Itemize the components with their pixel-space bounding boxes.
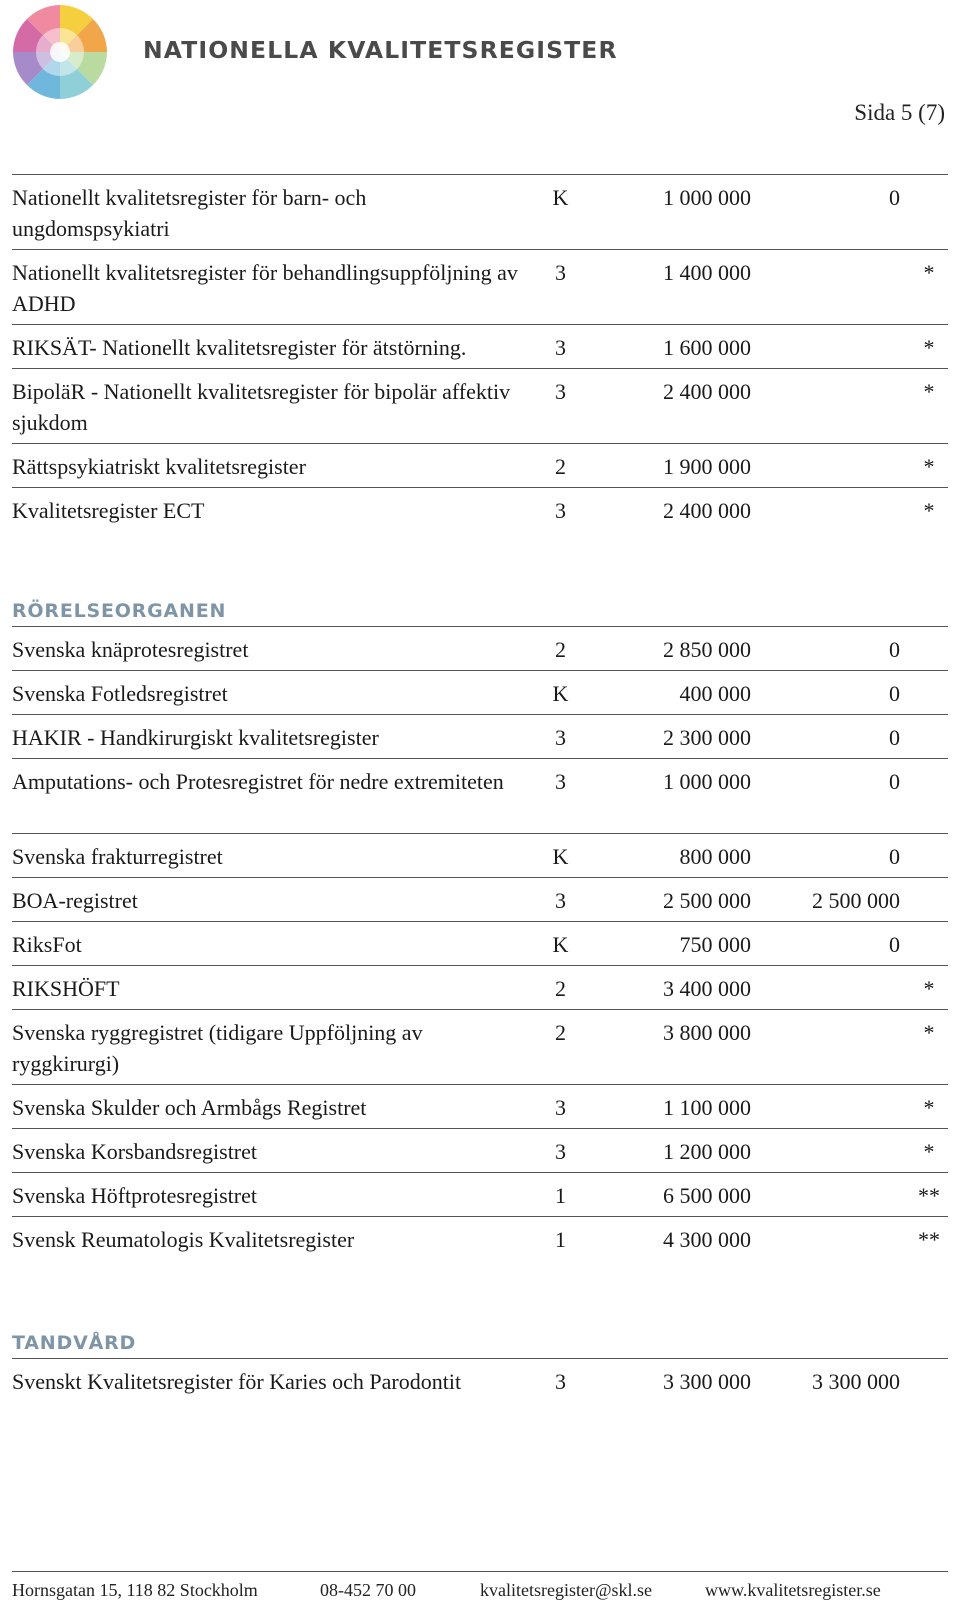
table-row [12, 877, 948, 921]
registry-name: Nationellt kvalitetsregister för barn- och ungdomspsykiatri [12, 185, 367, 241]
table-row [12, 1128, 948, 1172]
certification-level: 3 [555, 769, 566, 794]
certification-level: 3 [555, 1095, 566, 1120]
footnote-mark: * [923, 379, 935, 404]
registry-name: RIKSHÖFT [12, 976, 120, 1001]
table-row [12, 714, 948, 758]
table-row [12, 174, 948, 249]
brand-name: NATIONELLA KVALITETSREGISTER [143, 36, 618, 64]
table-row [12, 1216, 948, 1260]
footer-phone: 08-452 70 00 [320, 1580, 416, 1600]
registry-table-psykiatri [12, 174, 948, 531]
section-title-tandvard: TANDVÅRD [12, 1332, 137, 1354]
requested-amount: 750 000 [679, 932, 751, 957]
requested-amount: 1 100 000 [663, 1095, 751, 1120]
certification-level: K [552, 932, 569, 957]
footer-website[interactable]: www.kvalitetsregister.se [705, 1580, 881, 1600]
footnote-mark: * [923, 976, 935, 1001]
logo [10, 2, 618, 102]
table-row [12, 487, 948, 531]
table-row [12, 1172, 948, 1216]
granted-amount: 0 [889, 637, 900, 662]
footnote-mark: * [923, 1020, 935, 1045]
requested-amount: 3 400 000 [663, 976, 751, 1001]
certification-level: 2 [555, 637, 566, 662]
table-row [12, 670, 948, 714]
certification-level: 2 [555, 976, 566, 1001]
certification-level: 3 [555, 1139, 566, 1164]
registry-table-rorelseorganen [12, 626, 948, 1260]
table-row [12, 965, 948, 1009]
registry-name: Nationellt kvalitetsregister för behandlingsuppföljning av ADHD [12, 260, 518, 316]
registry-name: Svenska knäprotesregistret [12, 637, 249, 662]
granted-amount: 0 [889, 932, 900, 957]
requested-amount: 3 800 000 [663, 1020, 751, 1045]
requested-amount: 3 300 000 [663, 1369, 751, 1394]
requested-amount: 2 300 000 [663, 725, 751, 750]
registry-name: Svenska ryggregistret (tidigare Uppföljning av ryggkirurgi) [12, 1020, 423, 1076]
requested-amount: 800 000 [679, 844, 751, 869]
requested-amount: 2 400 000 [663, 498, 751, 523]
registry-name: Svenska Höftprotesregistret [12, 1183, 257, 1208]
footer-address: Hornsgatan 15, 118 82 Stockholm [12, 1580, 258, 1600]
registry-name: Svenska Korsbandsregistret [12, 1139, 258, 1164]
certification-level: K [552, 185, 569, 210]
certification-level: 3 [555, 888, 566, 913]
registry-name: BipoläR - Nationellt kvalitetsregister för bipolär affektiv sjukdom [12, 379, 511, 435]
footnote-mark: * [923, 1139, 935, 1164]
registry-name: BOA-registret [12, 888, 138, 913]
table-row [12, 249, 948, 324]
granted-amount: 0 [889, 185, 900, 210]
requested-amount: 2 400 000 [663, 379, 751, 404]
footnote-mark: * [923, 454, 935, 479]
logo-color-wheel-icon [10, 2, 110, 102]
registry-name: RiksFot [12, 932, 82, 957]
table-row [12, 324, 948, 368]
granted-amount: 0 [889, 725, 900, 750]
granted-amount: 0 [889, 681, 900, 706]
granted-amount: 0 [889, 844, 900, 869]
table-row [12, 1009, 948, 1084]
registry-name: Svenskt Kvalitetsregister för Karies och Parodontit [12, 1369, 462, 1394]
requested-amount: 1 400 000 [663, 260, 751, 285]
registry-name: RIKSÄT- Nationellt kvalitetsregister för ätstörning. [12, 335, 467, 360]
footnote-mark: * [923, 498, 935, 523]
certification-level: K [552, 844, 569, 869]
certification-level: 1 [555, 1183, 566, 1208]
requested-amount: 6 500 000 [663, 1183, 751, 1208]
certification-level: 3 [555, 379, 566, 404]
requested-amount: 4 300 000 [663, 1227, 751, 1252]
granted-amount: 3 300 000 [812, 1369, 900, 1394]
table-row [12, 758, 948, 833]
table-row [12, 833, 948, 877]
footnote-mark: ** [918, 1227, 940, 1252]
certification-level: 3 [555, 335, 566, 360]
granted-amount: 0 [889, 769, 900, 794]
table-row [12, 443, 948, 487]
table-row [12, 626, 948, 670]
table-row [12, 1084, 948, 1128]
certification-level: 3 [555, 260, 566, 285]
registry-table-tandvard [12, 1358, 948, 1402]
registry-name: Rättspsykiatriskt kvalitetsregister [12, 454, 306, 479]
requested-amount: 1 000 000 [663, 185, 751, 210]
table-row [12, 1358, 948, 1402]
requested-amount: 1 900 000 [663, 454, 751, 479]
certification-level: 1 [555, 1227, 566, 1252]
registry-name: Svenska Fotledsregistret [12, 681, 228, 706]
footnote-mark: ** [918, 1183, 940, 1208]
certification-level: 3 [555, 498, 566, 523]
certification-level: 3 [555, 1369, 566, 1394]
requested-amount: 400 000 [679, 681, 751, 706]
registry-name: Amputations- och Protesregistret för nedre extremiteten [12, 769, 504, 794]
certification-level: 2 [555, 454, 566, 479]
table-row [12, 921, 948, 965]
table-row [12, 368, 948, 443]
requested-amount: 2 500 000 [663, 888, 751, 913]
footnote-mark: * [923, 1095, 935, 1120]
registry-name: Svenska Skulder och Armbågs Registret [12, 1095, 367, 1120]
registry-name: Svenska frakturregistret [12, 844, 223, 869]
certification-level: 3 [555, 725, 566, 750]
requested-amount: 2 850 000 [663, 637, 751, 662]
registry-name: Kvalitetsregister ECT [12, 498, 205, 523]
footer-divider [12, 1571, 948, 1572]
registry-name: HAKIR - Handkirurgiskt kvalitetsregister [12, 725, 379, 750]
requested-amount: 1 200 000 [663, 1139, 751, 1164]
footnote-mark: * [923, 335, 935, 360]
requested-amount: 1 600 000 [663, 335, 751, 360]
registry-name: Svensk Reumatologis Kvalitetsregister [12, 1227, 355, 1252]
certification-level: K [552, 681, 569, 706]
footnote-mark: * [923, 260, 935, 285]
page-number: Sida 5 (7) [854, 100, 945, 125]
requested-amount: 1 000 000 [663, 769, 751, 794]
certification-level: 2 [555, 1020, 566, 1045]
section-title-rorelseorganen: RÖRELSEORGANEN [12, 600, 227, 622]
granted-amount: 2 500 000 [812, 888, 900, 913]
footer-email[interactable]: kvalitetsregister@skl.se [480, 1580, 653, 1600]
